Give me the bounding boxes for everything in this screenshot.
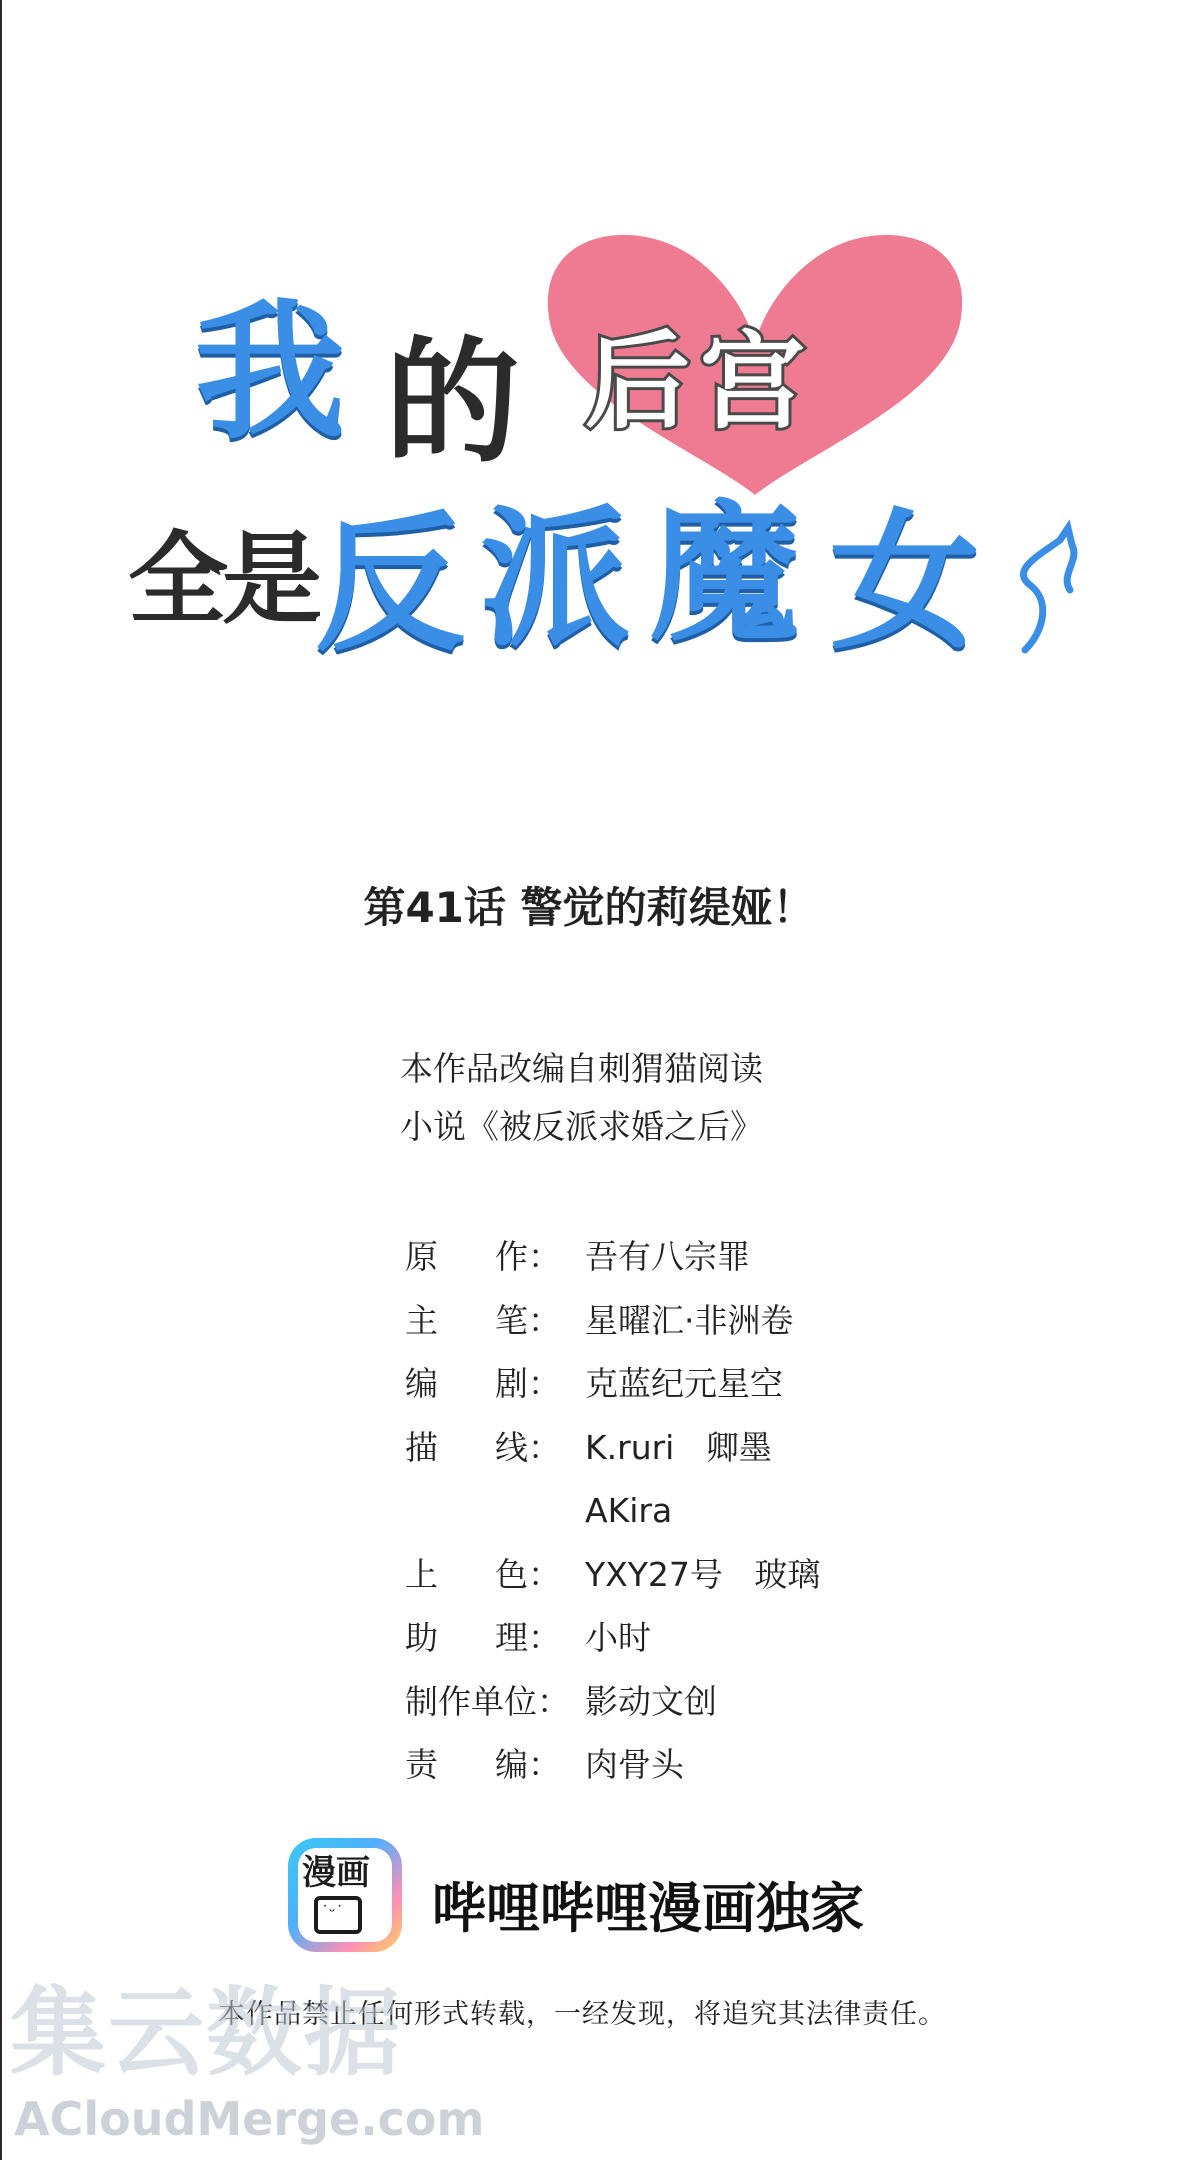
credit-label: 责 编： — [405, 1745, 561, 1784]
credit-value: 星曜汇·非洲卷 — [585, 1300, 794, 1340]
chapter-title: 第41话 警觉的莉缇娅！ — [363, 883, 815, 932]
credit-label: 上 色： — [405, 1554, 561, 1594]
watermark-cn: 集云数据 — [10, 1977, 402, 2089]
credit-value: 影动文创 — [585, 1681, 717, 1721]
credit-value: YXY27号 玻璃 — [585, 1554, 821, 1594]
logo-char: 反 — [315, 498, 466, 672]
credit-label: 制作单位： — [405, 1681, 570, 1721]
icon-label: 漫画 — [302, 1853, 370, 1893]
adaptation-note — [400, 1040, 763, 1156]
credit-label: 主 笔： — [405, 1300, 561, 1340]
platform-exclusive-text: 哔哩哔哩漫画独家 — [432, 1877, 864, 1940]
adaptation-line: 小说《被反派求婚之后》 — [400, 1107, 763, 1146]
logo-char: 的 — [385, 324, 520, 481]
credit-value: 小时 — [585, 1618, 651, 1657]
logo-char: 魔 — [650, 488, 801, 662]
logo-char: 是 — [222, 521, 322, 638]
credit-value: AKira — [585, 1491, 673, 1530]
credit-value: K.ruri 卿墨 — [585, 1427, 772, 1467]
bilibili-comics-app-icon — [288, 1838, 402, 1952]
logo-char: 全 — [128, 521, 228, 638]
title-logo — [0, 0, 1178, 720]
credit-value: 肉骨头 — [585, 1745, 684, 1784]
credit-label: 描 线： — [405, 1427, 561, 1467]
logo-char: 女 — [830, 496, 981, 670]
logo-char: 我 — [195, 286, 346, 460]
credit-label: 原 作： — [405, 1237, 561, 1276]
watermark-en: ACloudMerge.com — [14, 2092, 485, 2146]
adaptation-line: 本作品改编自刺猬猫阅读 — [400, 1049, 763, 1088]
logo-char: 宫 — [700, 321, 806, 443]
credit-value: 吾有八宗罪 — [585, 1237, 750, 1276]
copyright-notice: 本作品禁止任何形式转载，一经发现，将追究其法律责任。 — [218, 1999, 946, 2030]
credit-label: 编 剧： — [405, 1364, 561, 1403]
logo-char: 后 — [585, 321, 691, 443]
credit-value: 克蓝纪元星空 — [585, 1364, 783, 1403]
logo-char: 派 — [480, 493, 631, 667]
tv-face-icon: ˙ᵕ˙ — [321, 1902, 344, 1921]
credit-label: 助 理： — [405, 1618, 561, 1657]
